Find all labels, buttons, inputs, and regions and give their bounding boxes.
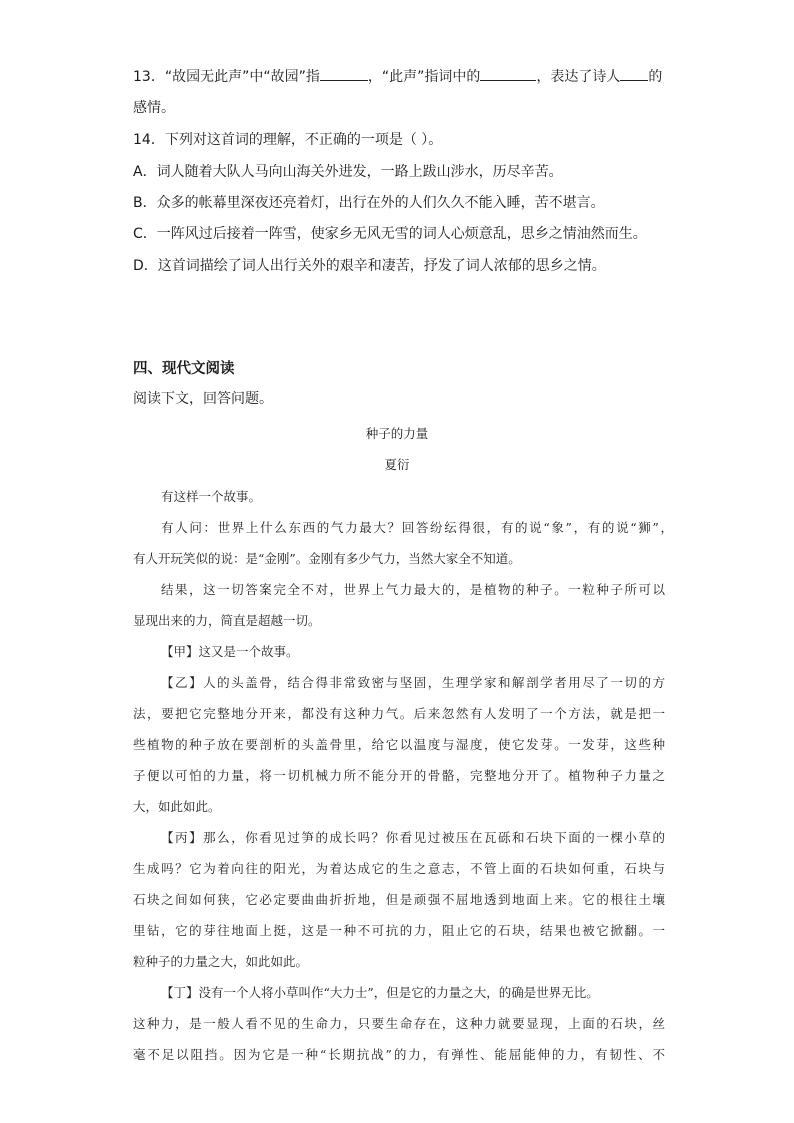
paragraph-line: 【甲】这又是一个故事。: [161, 644, 299, 659]
paragraph-line: 生成吗？它为着向往的阳光，为着达成它的生之意志，不管上面的石块如何重，石块与: [133, 861, 665, 876]
paragraph-line: 毫不足以阻挡。因为它是一种“长期抗战”的力，有弹性、能屈能伸的力，有韧性、不: [133, 1047, 665, 1062]
question-13-line2: 感情。: [133, 100, 175, 116]
paragraph-line: 结果，这一切答案完全不对，世界上气力最大的，是植物的种子。一粒种子所可以: [161, 582, 665, 597]
section-heading: 四、现代文阅读: [133, 361, 235, 377]
section-instruction: 阅读下文，回答问题。: [133, 391, 273, 407]
paragraph-line: 【乙】人的头盖骨，结合得非常致密与坚固，生理学家和解剖学者用尽了一切的方: [161, 675, 665, 690]
answer-blank-1[interactable]: [320, 66, 368, 81]
article-author: 夏衍: [384, 457, 410, 472]
paragraph-line: 法，要把它完整地分开来，都没有这种力气。后来忽然有人发明了一个方法，就是把一: [133, 706, 665, 721]
article-title: 种子的力量: [365, 426, 429, 441]
paragraph-line: 粒种子的力量之大，如此如此。: [133, 954, 309, 969]
paragraph-line: 这种力，是一般人看不见的生命力，只要生命存在，这种力就要显现，上面的石块，丝: [133, 1016, 665, 1031]
paragraph-line: 【丁】没有一个人将小草叫作“大力士”，但是它的力量之大，的确是世界无比。: [161, 985, 599, 1000]
paragraph-line: 里钻，它的芽往地面上挺，这是一种不可抗的力，阻止它的石块，结果也被它掀翻。一: [133, 923, 665, 938]
option-c[interactable]: C．一阵风过后接着一阵雪，使家乡无风无雪的词人心烦意乱，思乡之情油然而生。: [133, 226, 647, 242]
paragraph-line: 些植物的种子放在要剖析的头盖骨里，给它以温度与湿度，使它发芽。一发芽，这些种: [133, 737, 665, 752]
paragraph-line: 大，如此如此。: [133, 799, 221, 814]
paragraph-line: 有这样一个故事。: [161, 489, 262, 504]
paragraph-line: 显现出来的力，简直是超越一切。: [133, 613, 321, 628]
option-d[interactable]: D．这首词描绘了词人出行关外的艰辛和凄苦，抒发了词人浓郁的思乡之情。: [133, 258, 606, 274]
paragraph-line: 石块之间如何狭，它必定要曲曲折折地，但是顽强不屈地透到地面上来。它的根往土壤: [133, 892, 665, 907]
paragraph-line: 【丙】那么，你看见过笋的成长吗？你看见过被压在瓦砾和石块下面的一棵小草的: [161, 830, 665, 845]
paragraph-line: 有人开玩笑似的说：是“金刚”。金刚有多少气力，当然大家全不知道。: [133, 551, 521, 566]
answer-blank-2[interactable]: [480, 66, 536, 81]
option-b[interactable]: B．众多的帐幕里深夜还亮着灯，出行在外的人们久久不能入睡，苦不堪言。: [133, 195, 605, 211]
paragraph-line: 有人问：世界上什么东西的气力最大？回答纷纭得很，有的说“象”，有的说“狮”，: [161, 520, 673, 535]
paragraph-line: 子便以可怕的力量，将一切机械力所不能分开的骨骼，完整地分开了。植物种子力量之: [133, 768, 665, 783]
question-14-stem: 14．下列对这首词的理解，不正确的一项是（ ）。: [133, 132, 443, 148]
question-13-line1: 13．“故园无此声”中“故园”指 ，“此声”指词中的 ，表达了诗人 的: [133, 66, 662, 87]
option-a[interactable]: A．词人随着大队人马向山海关外进发，一路上跋山涉水，历尽辛苦。: [133, 164, 563, 180]
answer-blank-3[interactable]: [620, 66, 648, 81]
